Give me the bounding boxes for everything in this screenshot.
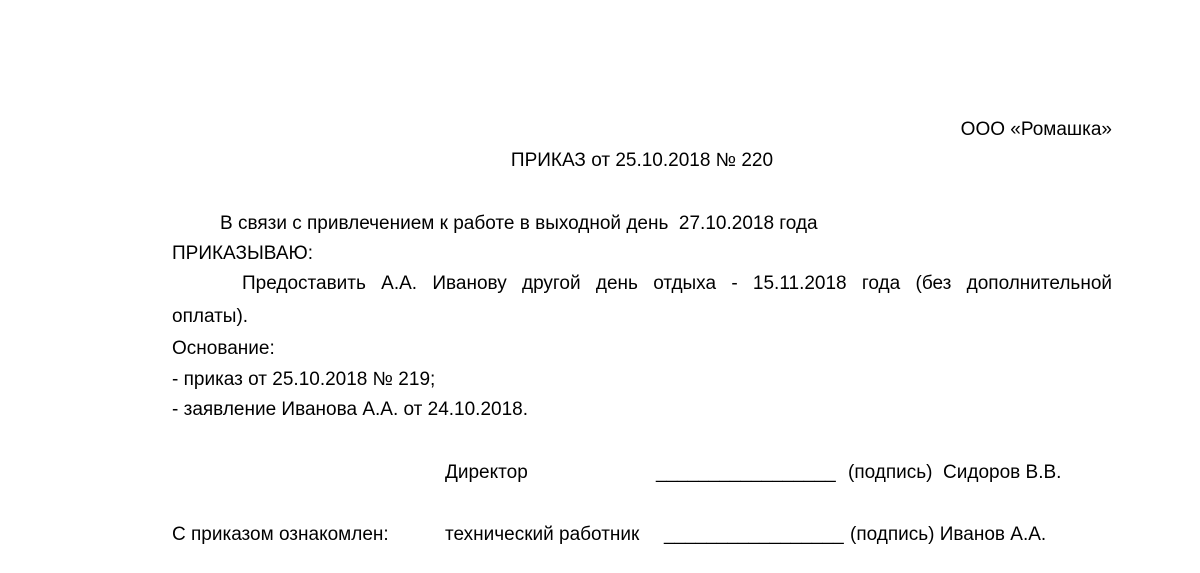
provision-line-2: оплаты).: [172, 306, 249, 327]
acknowledgement-signature: (подпись) Иванов А.А.: [850, 524, 1047, 545]
basis-label: Основание:: [172, 338, 275, 359]
acknowledgement-signature-line: _________________: [664, 524, 844, 545]
provision-line-1: Предоставить А.А. Иванову другой день отдыха - 15.11.2018 года (без дополнительной: [242, 273, 1112, 294]
order-title: ПРИКАЗ от 25.10.2018 № 220: [510, 150, 774, 171]
order-decree: ПРИКАЗЫВАЮ:: [172, 243, 313, 264]
director-title: Директор: [445, 462, 528, 483]
director-signature-line: _________________: [656, 462, 836, 483]
provision-paragraph: [172, 272, 1112, 296]
basis-item: - приказ от 25.10.2018 № 219;: [172, 369, 436, 390]
acknowledgement-label: С приказом ознакомлен:: [172, 524, 389, 545]
basis-item: - заявление Иванова А.А. от 24.10.2018.: [172, 399, 529, 420]
order-intro: В связи с привлечением к работе в выходной день 27.10.2018 года: [220, 213, 818, 234]
organization-name: ООО «Ромашка»: [960, 119, 1112, 140]
acknowledgement-position: технический работник: [445, 524, 640, 545]
director-signature: (подпись) Сидоров В.В.: [848, 462, 1062, 483]
